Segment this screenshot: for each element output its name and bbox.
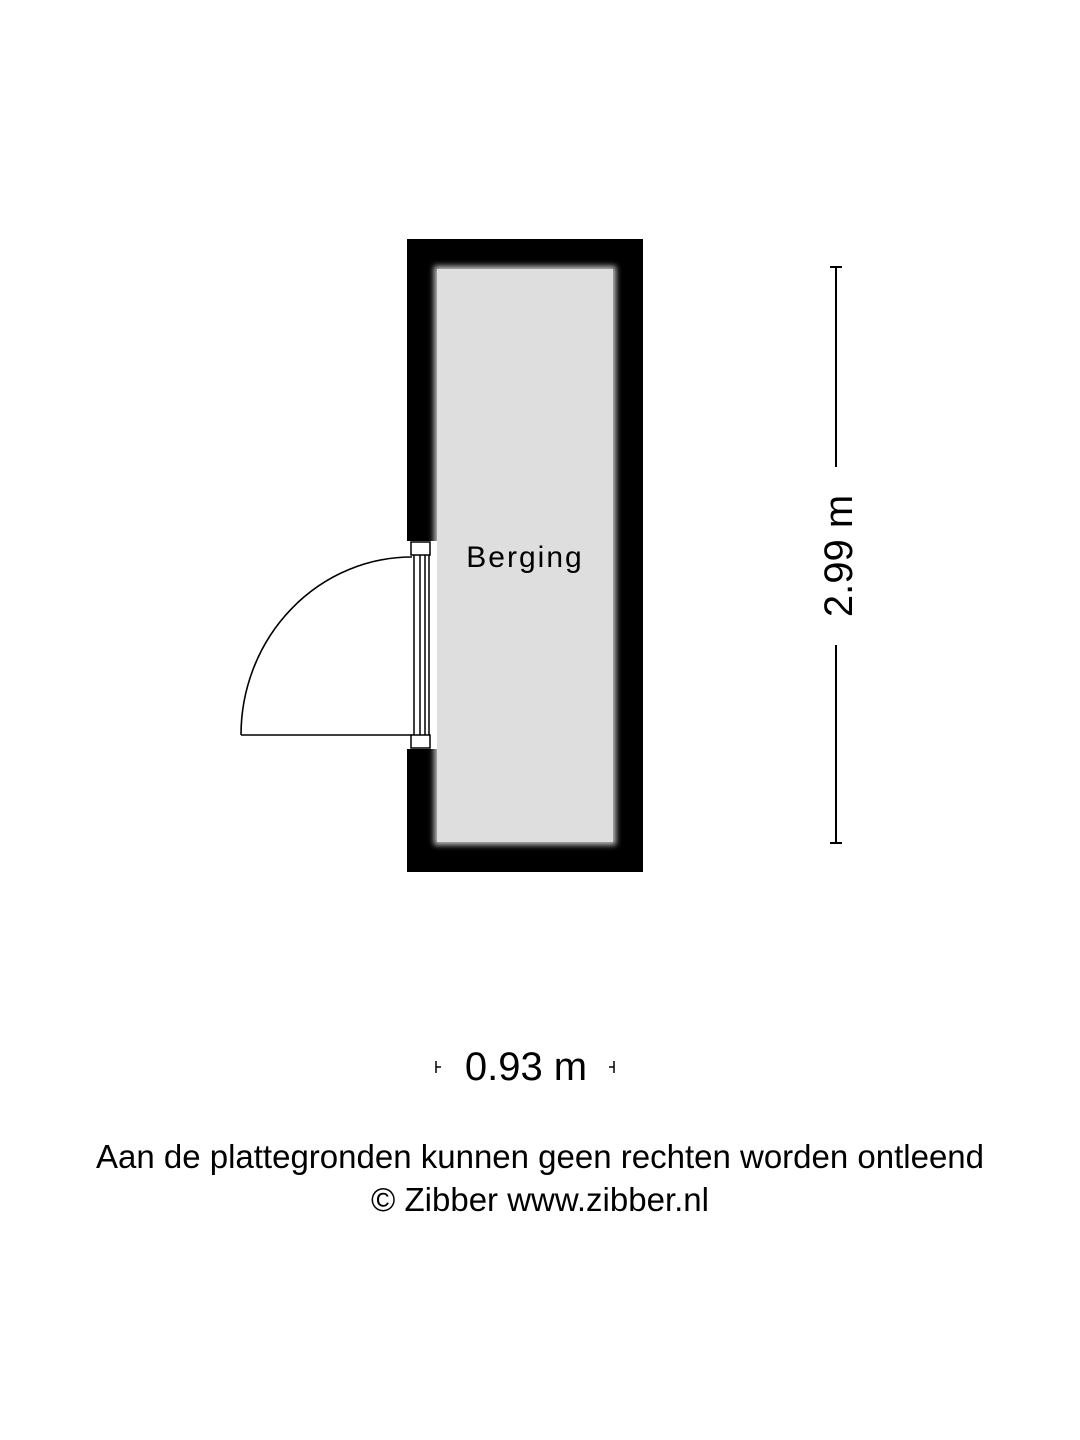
door-opening: [407, 541, 437, 749]
door-swing: [241, 557, 412, 735]
dimension-length-label: 2.99 m: [817, 494, 861, 618]
room-berging: [241, 239, 643, 872]
copyright-text: © Zibber www.zibber.nl: [371, 1181, 709, 1218]
room-label-berging: Berging: [466, 541, 584, 574]
disclaimer-text: Aan de plattegronden kunnen geen rechten worden ontleend: [95, 1138, 985, 1175]
dimension-width-label: 0.93 m: [464, 1045, 588, 1089]
